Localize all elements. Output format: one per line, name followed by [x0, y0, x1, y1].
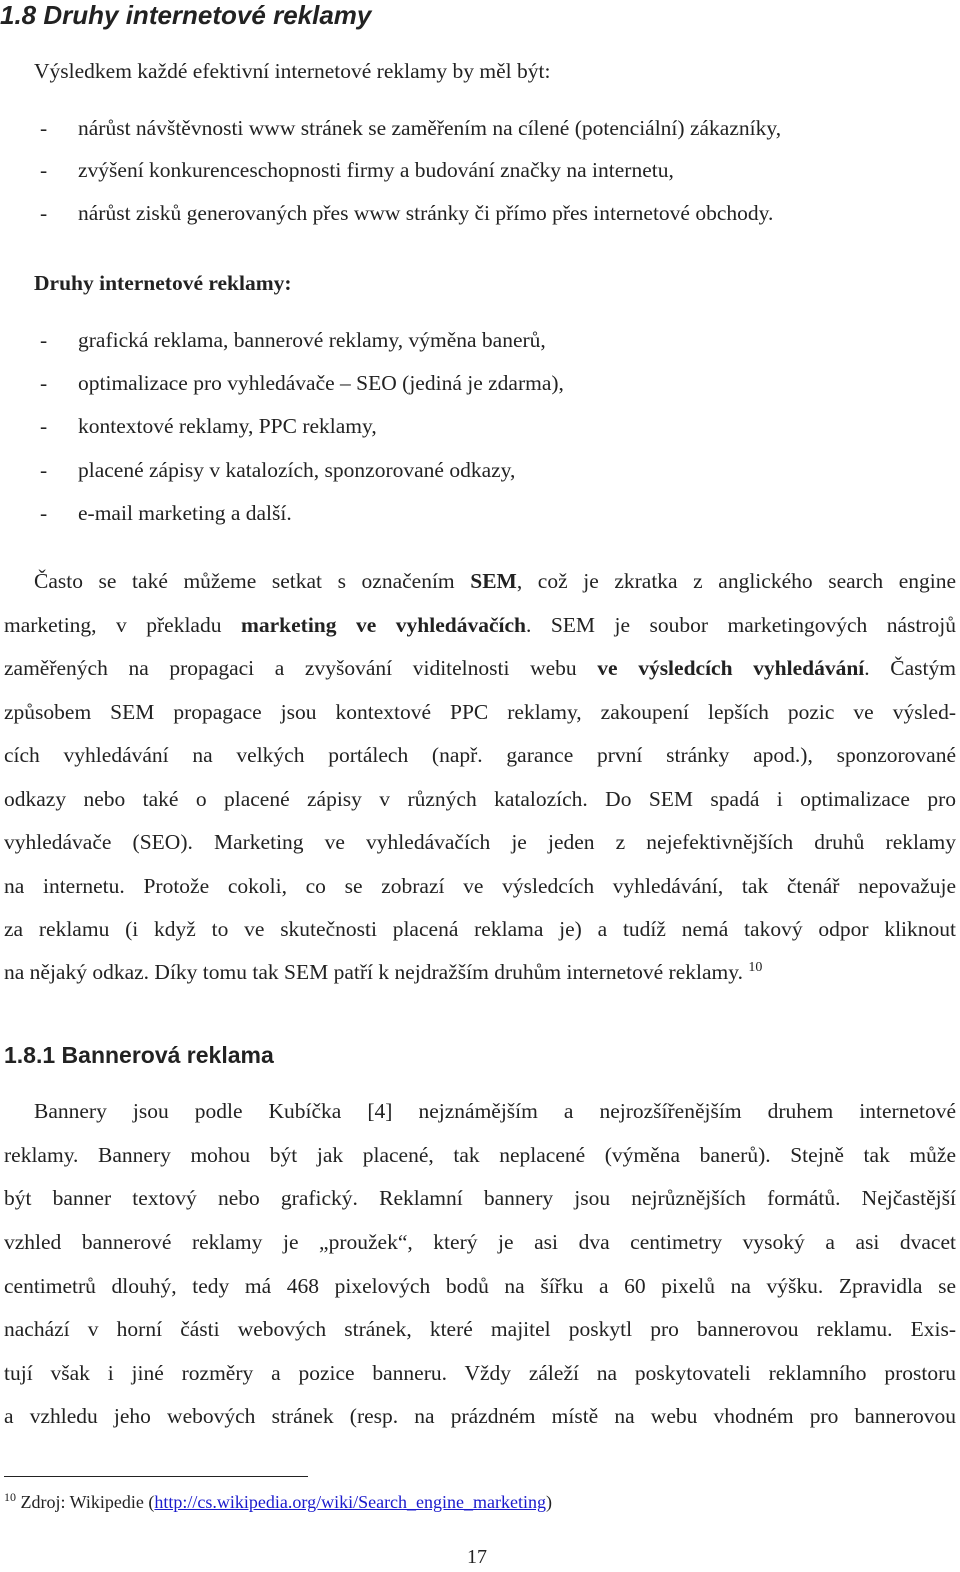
list-dash: -	[40, 458, 48, 482]
paragraph-line	[4, 653, 956, 683]
paragraph-line: odkazy nebo také o placené zápisy v různých katalozích. Do SEM spadá i optimalizace pro	[4, 787, 956, 811]
paragraph-line: nachází v horní části webových stránek, které majitel poskytl pro bannerovou reklamu. Exis-	[4, 1317, 956, 1341]
text-run: Často se také můžeme setkat s označením	[34, 569, 471, 593]
list-dash: -	[40, 158, 48, 182]
paragraph-line: a vzhledu jeho webových stránek (resp. na prázdném místě na webu vhodném pro bannerovou	[4, 1404, 956, 1428]
paragraph-line: centimetrů dlouhý, tedy má 468 pixelových bodů na šířku a 60 pixelů na výšku. Zpravidla se	[4, 1274, 956, 1298]
page-number: 17	[467, 1546, 487, 1568]
paragraph-line: vyhledávače (SEO). Marketing ve vyhledávačích je jeden z nejefektivnějších druhů reklamy	[4, 830, 956, 854]
list-item-text: optimalizace pro vyhledávače – SEO (jediná je zdarma),	[78, 371, 564, 395]
bold-term: SEM	[470, 569, 517, 593]
footnote-text: Zdroj: Wikipedie (	[16, 1492, 155, 1512]
paragraph-line: Bannery jsou podle Kubíčka [4] nejznámějším a nejrozšířenějším druhem internetové	[34, 1099, 956, 1123]
list-item-text: nárůst návštěvnosti www stránek se zaměřením na cílené (potenciální) zákazníky,	[78, 116, 782, 140]
intro-text: Výsledkem každé efektivní internetové reklamy by měl být:	[34, 59, 551, 83]
list-dash: -	[40, 201, 48, 225]
paragraph-line: být banner textový nebo grafický. Reklamní bannery jsou nejrůznějších formátů. Nejčastější	[4, 1186, 956, 1210]
bold-term: marketing ve vyhledávačích	[240, 613, 526, 637]
footnote-separator	[4, 1476, 308, 1477]
paragraph-line	[34, 566, 956, 596]
list-dash: -	[40, 371, 48, 395]
footnote-text: )	[546, 1492, 553, 1512]
list-dash: -	[40, 414, 48, 438]
paragraph-line	[4, 957, 762, 987]
paragraph-line: tují však i jiné rozměry a pozice banneru. Vždy záleží na poskytovateli reklamního prostoru	[4, 1361, 956, 1385]
list-dash: -	[40, 328, 48, 352]
list-item-text: zvýšení konkurenceschopnosti firmy a budování značky na internetu,	[78, 158, 674, 182]
list-dash: -	[40, 501, 48, 525]
section-heading: 1.8 Druhy internetové reklamy	[0, 0, 372, 30]
paragraph-line	[4, 610, 956, 640]
text-run: marketing, v překladu	[4, 613, 241, 637]
footnote-reference[interactable]: 10	[748, 959, 763, 975]
list-item-text: kontextové reklamy, PPC reklamy,	[78, 414, 377, 438]
paragraph-line: na internetu. Protože cokoli, co se zobrazí ve výsledcích vyhledávání, tak čtenář nepovažuje	[4, 874, 956, 898]
text-run: . Častým	[864, 656, 956, 680]
paragraph-line: vzhled bannerové reklamy je „proužek“, který je asi dva centimetry vysoký a asi dvacet	[4, 1230, 956, 1254]
paragraph-line: reklamy. Bannery mohou být jak placené, tak neplacené (výměna banerů). Stejně tak může	[4, 1143, 956, 1167]
paragraph-line: cích vyhledávání na velkých portálech (např. garance první stránky apod.), sponzorované	[4, 743, 956, 767]
text-run: , což je zkratka z anglického search engine	[516, 569, 956, 593]
list-item-text: nárůst zisků generovaných přes www stránky či přímo přes internetové obchody.	[78, 201, 774, 225]
subsection-heading: 1.8.1 Bannerová reklama	[4, 1042, 274, 1068]
paragraph-line: způsobem SEM propagace jsou kontextové PPC reklamy, zakoupení lepších pozic ve výsled-	[4, 700, 956, 724]
text-run: na nějaký odkaz. Díky tomu tak SEM patří k nejdražším druhům internetové reklamy.	[4, 960, 749, 984]
bold-term: ve výsledcích vyhledávání	[597, 656, 865, 680]
footnote-link[interactable]: http://cs.wikipedia.org/wiki/Search_engine_marketing	[154, 1492, 547, 1512]
types-heading: Druhy internetové reklamy:	[34, 271, 292, 295]
footnote-number: 10	[4, 1490, 16, 1504]
text-run: zaměřených na propagaci a zvyšování viditelnosti webu	[4, 656, 598, 680]
footnote	[4, 1490, 552, 1514]
text-run: . SEM je soubor marketingových nástrojů	[525, 613, 956, 637]
list-dash: -	[40, 116, 48, 140]
paragraph-line: za reklamu (i když to ve skutečnosti placená reklama je) a tudíž nemá takový odpor kliknout	[4, 917, 956, 941]
list-item-text: grafická reklama, bannerové reklamy, výměna banerů,	[78, 328, 546, 352]
list-item-text: placené zápisy v katalozích, sponzorované odkazy,	[78, 458, 516, 482]
list-item-text: e-mail marketing a další.	[78, 501, 292, 525]
